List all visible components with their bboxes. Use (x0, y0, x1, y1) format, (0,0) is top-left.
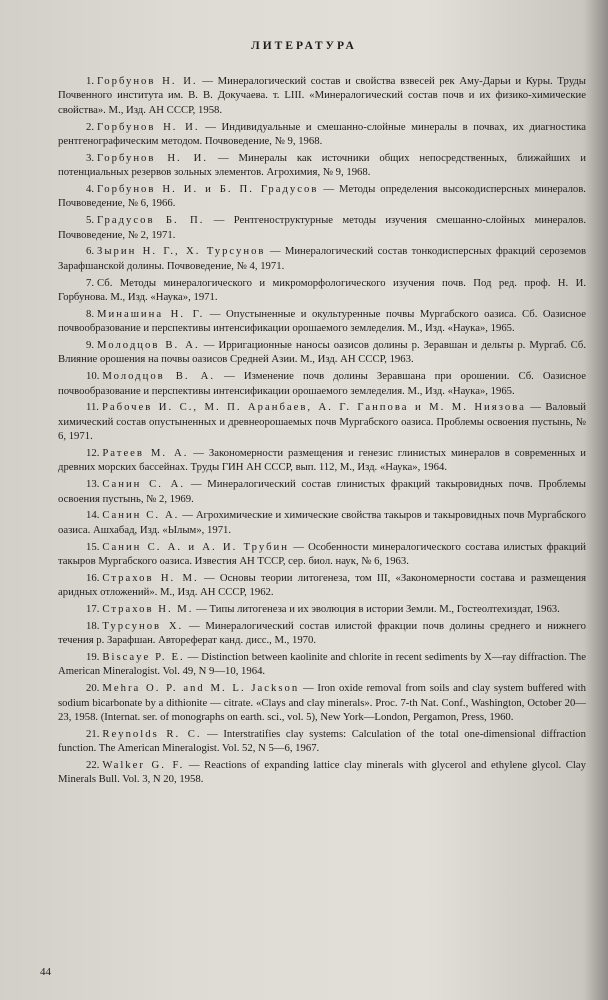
reference-item (58, 758, 586, 787)
reference-number: 1. (86, 75, 95, 87)
section-title: ЛИТЕРАТУРА (251, 40, 357, 52)
reference-item (58, 477, 586, 506)
reference-author: Mehra O. P. and M. L. Jackson (102, 682, 300, 695)
reference-number: 9. (86, 339, 95, 352)
reference-text: — Interstratifies clay systems: Calculation of the total one-dimensional diffraction function. The American Mineralogist. Vol. 52, N 5—6, 1967. (58, 727, 586, 755)
reference-author: Горбунов Н. И. (97, 120, 200, 133)
reference-author: Турсунов Х. (102, 619, 184, 632)
reference-author: Горбунов Н. И. (97, 151, 209, 164)
reference-number: 19. (86, 651, 100, 664)
reference-author: Reynolds R. C. (102, 727, 202, 740)
reference-item (58, 650, 586, 679)
reference-item (58, 74, 586, 117)
reference-text: — Минералогический состав глинистых фракций такыровидных почв. Проблемы освоения пустынь, № 2, 1969. (58, 478, 586, 505)
reference-item (58, 307, 586, 336)
reference-item (58, 602, 586, 616)
reference-number: 2. (86, 120, 95, 133)
reference-author: Biscaye P. E. (102, 651, 185, 664)
page-number: 44 (40, 966, 51, 978)
reference-author: Ратеев М. А. (102, 447, 189, 460)
reference-item (58, 182, 586, 211)
reference-text: — Минералы как источники общих непосредственных, ближайших и потенциальных резервов зольных элементов. Агрохимия, № 9, 1968. (58, 151, 586, 179)
reference-author: Страхов Н. М. (102, 571, 199, 584)
reference-author: Страхов Н. М. (102, 603, 194, 616)
reference-number: 21. (86, 727, 100, 740)
reference-author: Молодцов В. А. (97, 339, 200, 352)
reference-text: — Минералогический состав илистой фракции почв долины среднего и нижнего течения р. Зарафшан. Автореферат канд. дисс., М., 1970. (58, 619, 586, 647)
reference-text: — Минералогический состав тонкодисперсных фракций сероземов Зарафшанской долины. Почвоведение, № 4, 1971. (58, 245, 586, 272)
reference-item (58, 276, 586, 305)
reference-item (58, 338, 586, 367)
reference-author: Санин С. А. и А. И. Трубин (102, 540, 289, 553)
reference-text: — Рентгеноструктурные методы изучения смешанно-слойных минералов. Почвоведение, № 2, 1971. (58, 214, 586, 241)
reference-text: — Типы литогенеза и их эволюция в истории Земли. М., Гостеолтехиздат, 1963. (193, 603, 560, 616)
reference-number: 4. (86, 183, 95, 196)
reference-number: 13. (86, 478, 100, 491)
reference-number: 3. (86, 151, 95, 164)
reference-text: — Reactions of expanding lattice clay minerals with glycerol and ethylene glycol. Clay Minerals Bull. Vol. 3, N 20, 1958. (58, 759, 586, 786)
reference-item (58, 151, 586, 180)
reference-text: — Опустыненные и окультуренные почвы Мургабского оазиса. Сб. Оазисное почвообразование и перспективы интенсификации орошаемого земледелия. М., Изд. «Наука», 1965. (58, 307, 586, 335)
reference-item (58, 120, 586, 149)
reference-number: 8. (86, 307, 95, 320)
reference-number: 14. (86, 509, 100, 522)
reference-text: — Особенности минералогического состава илистых фракций такыров Мургабского оазиса. Известия АН ТССР, сер. биол. наук, № 6, 1963. (58, 540, 586, 568)
reference-text: — Закономерности размещения и генезис глинистых минералов в современных и древних морских бассейнах. Труды ГИН АН СССР, вып. 112, М., Изд. «Наука», 1964. (58, 447, 586, 474)
reference-author: Санин С. А. (102, 509, 180, 522)
reference-item (58, 369, 586, 398)
reference-author: Зырин Н. Г., Х. Турсунов (97, 245, 266, 258)
reference-number: 12. (86, 447, 100, 460)
reference-text: Сб. Методы минералогического и микроморфологического изучения почв. Под ред. проф. Н. И. Горбунова. М., Изд. «Наука», 1971. (58, 276, 586, 304)
reference-number: 22. (86, 759, 100, 772)
reference-author: Санин С. А. (102, 478, 186, 491)
reference-author: Горбунов Н. И. (97, 75, 198, 87)
reference-author: Горбунов Н. И. и Б. П. Градусов (97, 183, 319, 196)
reference-item (58, 244, 586, 273)
reference-text: — Distinction between kaolinite and chlorite in recent sediments by X—ray diffraction. The American Mineralogist. Vol. 49, N 9—10, 1964. (58, 651, 587, 678)
reference-item (58, 446, 586, 475)
reference-text: — Основы теории литогенеза, том III, «Закономерности состава и размещения аридных отложений». М., Изд. АН СССР, 1962. (58, 571, 586, 599)
reference-number: 20. (86, 682, 100, 695)
reference-text: — Минералогический состав и свойства взвесей рек Аму-Дарьи и Куры. Труды Почвенного института им. В. В. Докучаева. т. LIII. «Минералогический состав почв и их физико-химические свойства». М., Изд. АН СССР, 1958. (58, 75, 586, 116)
reference-author: Молодцов В. А. (102, 370, 216, 383)
reference-author: Рабочев И. С., М. П. Аранбаев, А. Г. Ганпова и М. М. Ниязова (101, 401, 526, 414)
reference-item (58, 727, 586, 756)
reference-number: 11. (86, 401, 99, 414)
reference-list (58, 74, 586, 789)
reference-item (58, 540, 586, 569)
reference-item (58, 400, 586, 443)
reference-number: 6. (86, 245, 95, 258)
reference-text: — Агрохимические и химические свойства такыров и такыровидных почв Мургабского оазиса. Ашхабад, Изд. «Ылым», 1971. (58, 509, 586, 536)
reference-item (58, 213, 586, 242)
reference-author: Минашина Н. Г. (97, 307, 205, 320)
reference-item (58, 619, 586, 648)
reference-author: Градусов Б. П. (97, 214, 205, 227)
reference-item (58, 681, 586, 724)
reference-number: 15. (86, 540, 100, 553)
reference-text: — Методы определения высокодисперсных минералов. Почвоведение, № 6, 1966. (58, 183, 586, 210)
reference-text: — Ирригационные наносы оазисов долины р. Зеравшан и дельты р. Мургаб. Сб. Влияние орошения на почвы оазисов Средней Азии. М., Изд. АН СССР, 1963. (58, 339, 586, 366)
reference-text: — Валовый химический состав опустыненных и древнеорошаемых почв Мургабского оазиса. Проблемы освоения пустынь, № 6, 1971. (58, 401, 586, 443)
reference-number: 18. (86, 619, 100, 632)
reference-text: — Iron oxide removal from soils and clay system buffered with sodium bicarbonate by a dithionite — citrate. «Clays and clay minerals». Proc. 7-th Nat. Conf., Washington, October 20—23, 1958. (Internat. ser. of monographs on earth. sci., vol. 5), New York—London, Pergamon, Press, 1960. (58, 682, 586, 724)
reference-number: 7. (86, 276, 95, 289)
reference-number: 16. (86, 571, 100, 584)
reference-author: Walker G. F. (102, 759, 185, 772)
reference-number: 5. (86, 214, 95, 227)
reference-number: 10. (86, 370, 100, 383)
reference-item (58, 508, 586, 537)
reference-item (58, 571, 586, 600)
reference-number: 17. (86, 603, 100, 616)
reference-text: — Индивидуальные и смешанно-слойные минералы в почвах, их диагностика рентгенографическим методом. Почвоведение, № 9, 1968. (58, 120, 586, 148)
reference-text: — Изменение почв долины Зеравшана при орошении. Сб. Оазисное почвообразование и перспективы интенсификации орошаемого земледелия. М., Изд. «Наука», 1965. (58, 370, 586, 397)
